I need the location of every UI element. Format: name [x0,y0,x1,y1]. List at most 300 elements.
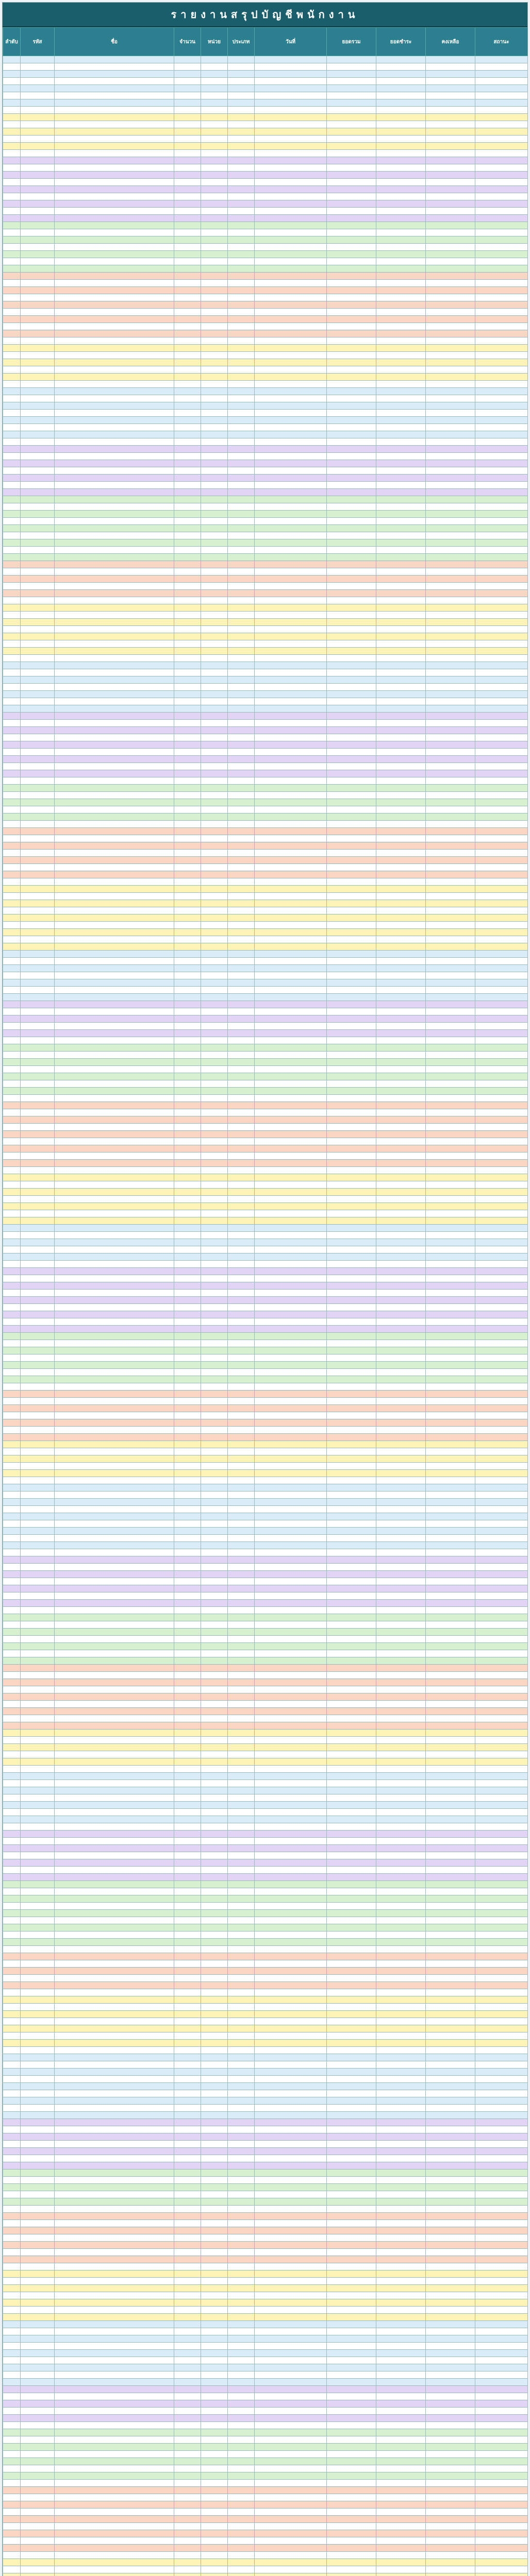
table-cell [426,727,475,734]
table-cell [55,1614,174,1621]
table-cell [255,1975,327,1982]
table-cell [174,56,201,63]
table-cell [201,99,228,107]
table-row [3,381,528,388]
table-row [3,2314,528,2321]
table-row [3,2162,528,2170]
table-row [3,1636,528,1643]
table-cell [55,1730,174,1737]
table-row [3,121,528,128]
table-cell [255,1939,327,1946]
table-cell [327,1484,376,1492]
table-cell [228,547,255,554]
table-row [3,1290,528,1297]
table-cell [228,2076,255,2083]
table-cell [3,446,21,453]
table-cell [255,438,327,446]
table-cell [426,1715,475,1722]
table-cell [3,1874,21,1881]
table-cell [255,193,327,200]
table-cell [55,2307,174,2314]
table-cell [376,1376,426,1383]
table-cell [376,929,426,936]
table-cell [255,568,327,575]
table-row [3,2393,528,2400]
table-row [3,1657,528,1665]
table-cell [201,2270,228,2278]
table-cell [21,2472,55,2480]
table-cell [228,482,255,489]
table-cell [426,864,475,871]
table-cell [174,1838,201,1845]
table-cell [327,878,376,886]
table-cell [327,222,376,229]
table-cell [376,2234,426,2242]
table-cell [426,2516,475,2523]
table-cell [327,2292,376,2299]
table-cell [228,763,255,770]
table-cell [327,871,376,878]
table-cell [327,2343,376,2350]
table-cell [475,2119,528,2126]
table-cell [21,2206,55,2213]
table-cell [21,2335,55,2343]
table-cell [475,914,528,922]
table-cell [228,871,255,878]
table-cell [228,1852,255,1859]
table-cell [228,2494,255,2501]
table-cell [55,99,174,107]
table-cell [3,2343,21,2350]
table-cell [376,662,426,669]
table-cell [55,734,174,741]
table-cell [55,1419,174,1427]
table-cell [228,1268,255,1275]
table-cell [55,1585,174,1592]
table-cell [255,1398,327,1405]
column-header: หน่วย [201,28,228,56]
table-cell [255,987,327,994]
table-cell [228,640,255,648]
table-cell [55,1138,174,1145]
table-cell [255,2097,327,2105]
table-cell [201,2516,228,2523]
table-cell [376,1571,426,1578]
table-cell [21,2559,55,2566]
table-cell [376,1924,426,1931]
table-cell [174,2537,201,2545]
table-cell [376,1419,426,1427]
table-cell [21,1145,55,1153]
table-row [3,2516,528,2523]
table-cell [426,2292,475,2299]
table-cell [3,2162,21,2170]
table-cell [3,2220,21,2227]
table-cell [475,1960,528,1968]
table-cell [255,85,327,92]
table-row [3,1434,528,1441]
table-cell [3,1477,21,1484]
table-cell [426,410,475,417]
table-cell [327,1441,376,1448]
table-cell [376,2198,426,2206]
table-cell [376,1210,426,1217]
table-cell [426,1578,475,1585]
table-cell [55,1261,174,1268]
table-cell [174,1362,201,1369]
table-cell [426,2509,475,2516]
table-cell [255,258,327,265]
table-cell [21,229,55,236]
table-cell [376,222,426,229]
table-row [3,2047,528,2054]
table-cell [21,1297,55,1304]
table-cell [174,1715,201,1722]
table-row [3,1895,528,1903]
table-cell [3,1232,21,1239]
table-cell [255,770,327,777]
table-cell [228,1823,255,1831]
table-cell [21,92,55,99]
table-cell [21,1549,55,1556]
table-cell [255,1629,327,1636]
table-cell [21,402,55,410]
table-cell [475,1614,528,1621]
table-row [3,2170,528,2177]
table-cell [376,1946,426,1953]
table-cell [228,741,255,749]
table-cell [475,1492,528,1499]
table-cell [174,640,201,648]
table-cell [55,2249,174,2256]
table-cell [255,215,327,222]
table-cell [376,337,426,345]
table-cell [376,1650,426,1657]
table-cell [426,684,475,691]
table-cell [21,2004,55,2011]
table-cell [327,2400,376,2408]
table-cell [255,525,327,532]
table-cell [255,128,327,135]
table-cell [55,121,174,128]
table-cell [255,1809,327,1816]
table-row [3,164,528,172]
table-cell [327,1816,376,1823]
table-cell [201,1585,228,1592]
table-cell [201,828,228,835]
table-cell [228,2371,255,2379]
table-cell [55,676,174,684]
table-cell [327,114,376,121]
table-cell [3,1989,21,1996]
table-row [3,395,528,402]
table-cell [475,1528,528,1535]
table-cell [475,2213,528,2220]
table-cell [55,590,174,597]
table-cell [327,2415,376,2422]
table-cell [201,1102,228,1109]
table-row [3,951,528,958]
table-cell [21,532,55,539]
table-cell [475,1167,528,1174]
table-cell [174,583,201,590]
table-cell [327,1607,376,1614]
table-cell [228,1629,255,1636]
table-cell [475,633,528,640]
table-row [3,56,528,63]
table-cell [174,1253,201,1261]
table-cell [255,2126,327,2133]
table-cell [475,2400,528,2408]
table-cell [174,1903,201,1910]
table-cell [201,2227,228,2234]
table-cell [255,1369,327,1376]
table-cell [21,1391,55,1398]
table-cell [228,388,255,395]
table-cell [475,1931,528,1939]
table-cell [255,1059,327,1066]
table-row [3,1297,528,1304]
table-cell [3,987,21,994]
table-cell [327,821,376,828]
table-cell [174,943,201,951]
table-cell [228,1052,255,1059]
table-cell [475,1773,528,1780]
table-cell [55,965,174,972]
table-cell [3,1744,21,1751]
table-row [3,2242,528,2249]
table-cell [426,1181,475,1189]
table-cell [327,1730,376,1737]
table-cell [201,352,228,359]
table-cell [376,186,426,193]
table-cell [327,2256,376,2263]
table-cell [228,1665,255,1672]
table-cell [475,107,528,114]
table-cell [376,1347,426,1354]
table-cell [201,1196,228,1203]
table-cell [327,301,376,309]
table-cell [327,330,376,337]
table-cell [426,1585,475,1592]
table-cell [201,1008,228,1015]
table-cell [426,2343,475,2350]
table-cell [3,1484,21,1492]
table-cell [327,1044,376,1052]
table-cell [475,2234,528,2242]
table-cell [327,1391,376,1398]
table-cell [255,1924,327,1931]
table-cell [201,943,228,951]
table-cell [327,1008,376,1015]
table-cell [228,1196,255,1203]
table-cell [426,857,475,864]
table-cell [3,1888,21,1895]
table-cell [376,1802,426,1809]
table-cell [255,554,327,561]
table-cell [376,1506,426,1513]
table-cell [21,99,55,107]
table-cell [475,987,528,994]
table-cell [426,1946,475,1953]
table-cell [174,958,201,965]
table-cell [21,1585,55,1592]
table-row [3,2011,528,2018]
table-cell [21,309,55,316]
table-cell [201,1347,228,1354]
table-cell [3,1398,21,1405]
table-cell [174,2141,201,2148]
report-table [3,27,528,2576]
table-cell [228,2523,255,2530]
table-cell [201,1153,228,1160]
table-cell [174,814,201,821]
table-cell [475,871,528,878]
table-cell [21,1831,55,1838]
table-cell [21,1636,55,1643]
table-cell [255,2545,327,2552]
table-cell [255,914,327,922]
table-cell [327,2429,376,2436]
table-cell [475,554,528,561]
table-cell [174,489,201,496]
table-cell [21,770,55,777]
table-cell [327,121,376,128]
table-cell [201,2321,228,2328]
table-cell [426,633,475,640]
table-cell [475,1196,528,1203]
table-cell [55,1946,174,1953]
table-cell [376,525,426,532]
table-cell [426,366,475,374]
table-row [3,85,528,92]
table-cell [174,258,201,265]
table-cell [201,1080,228,1088]
table-cell [376,1549,426,1556]
table-cell [426,1556,475,1564]
table-cell [201,1015,228,1023]
table-cell [201,1686,228,1693]
table-cell [426,1621,475,1629]
table-cell [228,835,255,842]
table-cell [21,1210,55,1217]
table-cell [255,1131,327,1138]
table-cell [21,1708,55,1715]
table-row [3,1787,528,1794]
table-cell [174,929,201,936]
table-cell [255,1246,327,1253]
table-cell [201,1189,228,1196]
table-row [3,1693,528,1701]
table-cell [475,799,528,806]
table-cell [228,258,255,265]
table-cell [376,676,426,684]
table-cell [3,1823,21,1831]
table-cell [201,612,228,619]
table-cell [228,128,255,135]
table-cell [21,1225,55,1232]
table-row [3,597,528,604]
table-cell [21,2256,55,2263]
table-cell [426,446,475,453]
table-cell [228,2408,255,2415]
table-cell [3,1015,21,1023]
table-cell [3,554,21,561]
table-cell [201,1888,228,1895]
table-cell [327,294,376,301]
table-cell [174,1434,201,1441]
table-cell [255,244,327,251]
table-row [3,1275,528,1282]
table-cell [174,1232,201,1239]
table-cell [376,2126,426,2133]
table-row [3,2155,528,2162]
table-cell [327,2025,376,2032]
table-cell [426,900,475,907]
table-cell [475,1391,528,1398]
table-cell [475,2422,528,2429]
table-cell [21,1809,55,1816]
table-cell [201,1794,228,1802]
table-cell [327,850,376,857]
table-cell [426,785,475,792]
table-cell [201,294,228,301]
table-row [3,1246,528,1253]
table-cell [3,1275,21,1282]
table-cell [475,395,528,402]
table-row [3,1326,528,1333]
table-cell [3,1996,21,2004]
table-cell [174,1996,201,2004]
table-cell [376,1059,426,1066]
table-cell [426,1708,475,1715]
table-cell [327,1975,376,1982]
table-cell [255,2040,327,2047]
table-cell [376,114,426,121]
table-cell [376,2343,426,2350]
table-row [3,857,528,864]
table-cell [3,1052,21,1059]
table-cell [3,107,21,114]
table-row [3,410,528,417]
table-cell [426,612,475,619]
table-cell [327,720,376,727]
table-cell [426,2465,475,2472]
table-cell [21,1513,55,1520]
table-cell [228,554,255,561]
table-cell [426,431,475,438]
table-cell [201,1037,228,1044]
table-cell [3,1290,21,1297]
table-cell [174,2097,201,2105]
table-cell [475,1253,528,1261]
table-cell [475,922,528,929]
table-cell [55,446,174,453]
table-cell [228,157,255,164]
table-cell [327,1751,376,1758]
table-cell [327,2170,376,2177]
table-cell [426,2566,475,2573]
table-cell [228,2328,255,2335]
table-cell [376,2509,426,2516]
table-cell [201,208,228,215]
table-cell [475,2061,528,2069]
table-cell [201,922,228,929]
table-cell [174,1722,201,1730]
table-cell [201,857,228,864]
table-cell [21,1398,55,1405]
table-row [3,2472,528,2480]
